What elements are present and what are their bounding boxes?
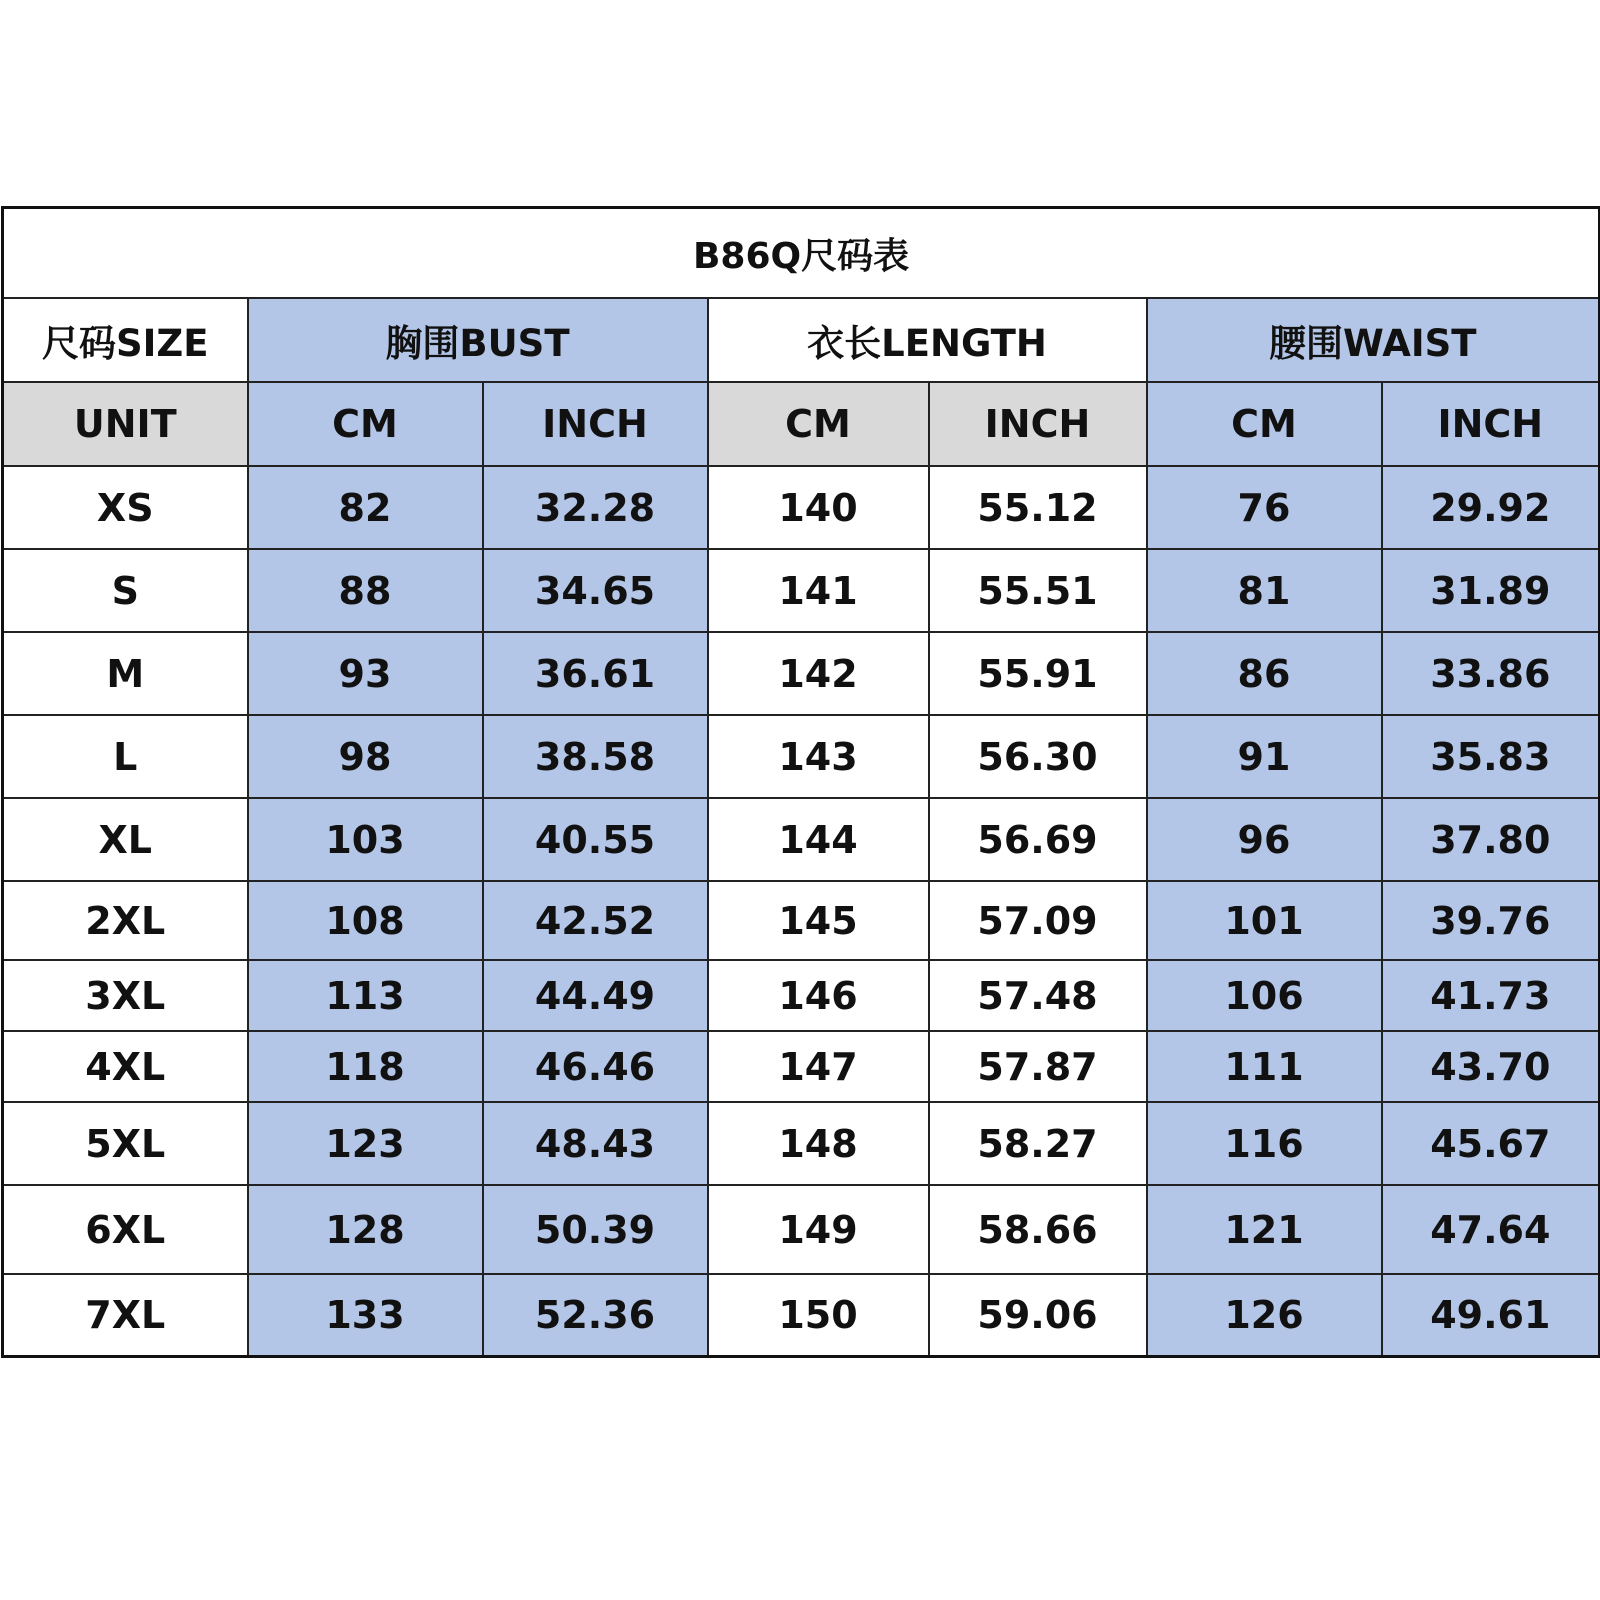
length-inch-cell: 55.91 bbox=[929, 632, 1147, 715]
length-inch-cell: 56.69 bbox=[929, 798, 1147, 881]
size-cell: L bbox=[3, 715, 248, 798]
unit-label: UNIT bbox=[3, 382, 248, 466]
size-cell: S bbox=[3, 549, 248, 632]
waist-inch-cell: 47.64 bbox=[1382, 1185, 1600, 1274]
waist-cm-cell: 106 bbox=[1147, 960, 1382, 1031]
waist-cm-cell: 96 bbox=[1147, 798, 1382, 881]
bust-inch-cell: 48.43 bbox=[483, 1102, 708, 1185]
size-group-header: 尺码SIZE bbox=[3, 298, 248, 382]
bust-cm-cell: 82 bbox=[248, 466, 483, 549]
table-row bbox=[3, 1185, 1600, 1274]
unit-header-row bbox=[3, 382, 1600, 466]
waist-inch-cell: 35.83 bbox=[1382, 715, 1600, 798]
bust-inch-cell: 44.49 bbox=[483, 960, 708, 1031]
waist-cm-cell: 91 bbox=[1147, 715, 1382, 798]
length-cm-cell: 141 bbox=[708, 549, 929, 632]
length-cm-cell: 144 bbox=[708, 798, 929, 881]
bust-inch-header: INCH bbox=[483, 382, 708, 466]
waist-inch-cell: 49.61 bbox=[1382, 1274, 1600, 1356]
waist-cm-cell: 76 bbox=[1147, 466, 1382, 549]
waist-inch-cell: 29.92 bbox=[1382, 466, 1600, 549]
bust-cm-cell: 103 bbox=[248, 798, 483, 881]
length-cm-cell: 142 bbox=[708, 632, 929, 715]
table-row bbox=[3, 1274, 1600, 1356]
table-row bbox=[3, 466, 1600, 549]
length-group-header: 衣长LENGTH bbox=[708, 298, 1147, 382]
length-inch-cell: 57.48 bbox=[929, 960, 1147, 1031]
waist-cm-cell: 86 bbox=[1147, 632, 1382, 715]
waist-group-header: 腰围WAIST bbox=[1147, 298, 1600, 382]
length-inch-cell: 57.09 bbox=[929, 881, 1147, 960]
size-cell: 4XL bbox=[3, 1031, 248, 1102]
bust-cm-cell: 98 bbox=[248, 715, 483, 798]
bust-inch-cell: 32.28 bbox=[483, 466, 708, 549]
length-cm-cell: 140 bbox=[708, 466, 929, 549]
length-inch-cell: 59.06 bbox=[929, 1274, 1147, 1356]
length-cm-cell: 149 bbox=[708, 1185, 929, 1274]
waist-cm-header: CM bbox=[1147, 382, 1382, 466]
bust-cm-header: CM bbox=[248, 382, 483, 466]
length-cm-cell: 148 bbox=[708, 1102, 929, 1185]
size-cell: 5XL bbox=[3, 1102, 248, 1185]
waist-cm-cell: 116 bbox=[1147, 1102, 1382, 1185]
length-cm-cell: 150 bbox=[708, 1274, 929, 1356]
waist-inch-cell: 33.86 bbox=[1382, 632, 1600, 715]
table-row bbox=[3, 1031, 1600, 1102]
chart-title: B86Q尺码表 bbox=[3, 208, 1600, 299]
table-row bbox=[3, 715, 1600, 798]
table-row bbox=[3, 798, 1600, 881]
bust-inch-cell: 38.58 bbox=[483, 715, 708, 798]
waist-inch-cell: 37.80 bbox=[1382, 798, 1600, 881]
table-row bbox=[3, 1102, 1600, 1185]
length-cm-cell: 143 bbox=[708, 715, 929, 798]
group-header-row bbox=[3, 298, 1600, 382]
table-row bbox=[3, 549, 1600, 632]
bust-cm-cell: 128 bbox=[248, 1185, 483, 1274]
bust-inch-cell: 40.55 bbox=[483, 798, 708, 881]
length-inch-cell: 55.51 bbox=[929, 549, 1147, 632]
bust-cm-cell: 93 bbox=[248, 632, 483, 715]
waist-cm-cell: 126 bbox=[1147, 1274, 1382, 1356]
size-cell: M bbox=[3, 632, 248, 715]
waist-inch-header: INCH bbox=[1382, 382, 1600, 466]
length-cm-header: CM bbox=[708, 382, 929, 466]
waist-inch-cell: 31.89 bbox=[1382, 549, 1600, 632]
bust-group-header: 胸围BUST bbox=[248, 298, 708, 382]
waist-inch-cell: 39.76 bbox=[1382, 881, 1600, 960]
table-row bbox=[3, 632, 1600, 715]
size-cell: 2XL bbox=[3, 881, 248, 960]
size-cell: 7XL bbox=[3, 1274, 248, 1356]
table-row bbox=[3, 881, 1600, 960]
bust-inch-cell: 36.61 bbox=[483, 632, 708, 715]
waist-cm-cell: 111 bbox=[1147, 1031, 1382, 1102]
bust-cm-cell: 108 bbox=[248, 881, 483, 960]
bust-cm-cell: 113 bbox=[248, 960, 483, 1031]
bust-inch-cell: 52.36 bbox=[483, 1274, 708, 1356]
length-cm-cell: 147 bbox=[708, 1031, 929, 1102]
bust-inch-cell: 34.65 bbox=[483, 549, 708, 632]
length-inch-cell: 55.12 bbox=[929, 466, 1147, 549]
waist-inch-cell: 41.73 bbox=[1382, 960, 1600, 1031]
length-inch-cell: 57.87 bbox=[929, 1031, 1147, 1102]
title-row bbox=[3, 208, 1600, 299]
bust-cm-cell: 118 bbox=[248, 1031, 483, 1102]
size-cell: XL bbox=[3, 798, 248, 881]
waist-cm-cell: 121 bbox=[1147, 1185, 1382, 1274]
bust-cm-cell: 133 bbox=[248, 1274, 483, 1356]
bust-cm-cell: 123 bbox=[248, 1102, 483, 1185]
length-inch-cell: 56.30 bbox=[929, 715, 1147, 798]
bust-inch-cell: 46.46 bbox=[483, 1031, 708, 1102]
length-inch-header: INCH bbox=[929, 382, 1147, 466]
size-cell: XS bbox=[3, 466, 248, 549]
length-cm-cell: 145 bbox=[708, 881, 929, 960]
length-inch-cell: 58.66 bbox=[929, 1185, 1147, 1274]
size-cell: 3XL bbox=[3, 960, 248, 1031]
table-row bbox=[3, 960, 1600, 1031]
length-inch-cell: 58.27 bbox=[929, 1102, 1147, 1185]
waist-inch-cell: 45.67 bbox=[1382, 1102, 1600, 1185]
size-chart-table bbox=[1, 206, 1600, 1358]
bust-inch-cell: 42.52 bbox=[483, 881, 708, 960]
bust-cm-cell: 88 bbox=[248, 549, 483, 632]
waist-inch-cell: 43.70 bbox=[1382, 1031, 1600, 1102]
bust-inch-cell: 50.39 bbox=[483, 1185, 708, 1274]
waist-cm-cell: 101 bbox=[1147, 881, 1382, 960]
length-cm-cell: 146 bbox=[708, 960, 929, 1031]
size-cell: 6XL bbox=[3, 1185, 248, 1274]
waist-cm-cell: 81 bbox=[1147, 549, 1382, 632]
